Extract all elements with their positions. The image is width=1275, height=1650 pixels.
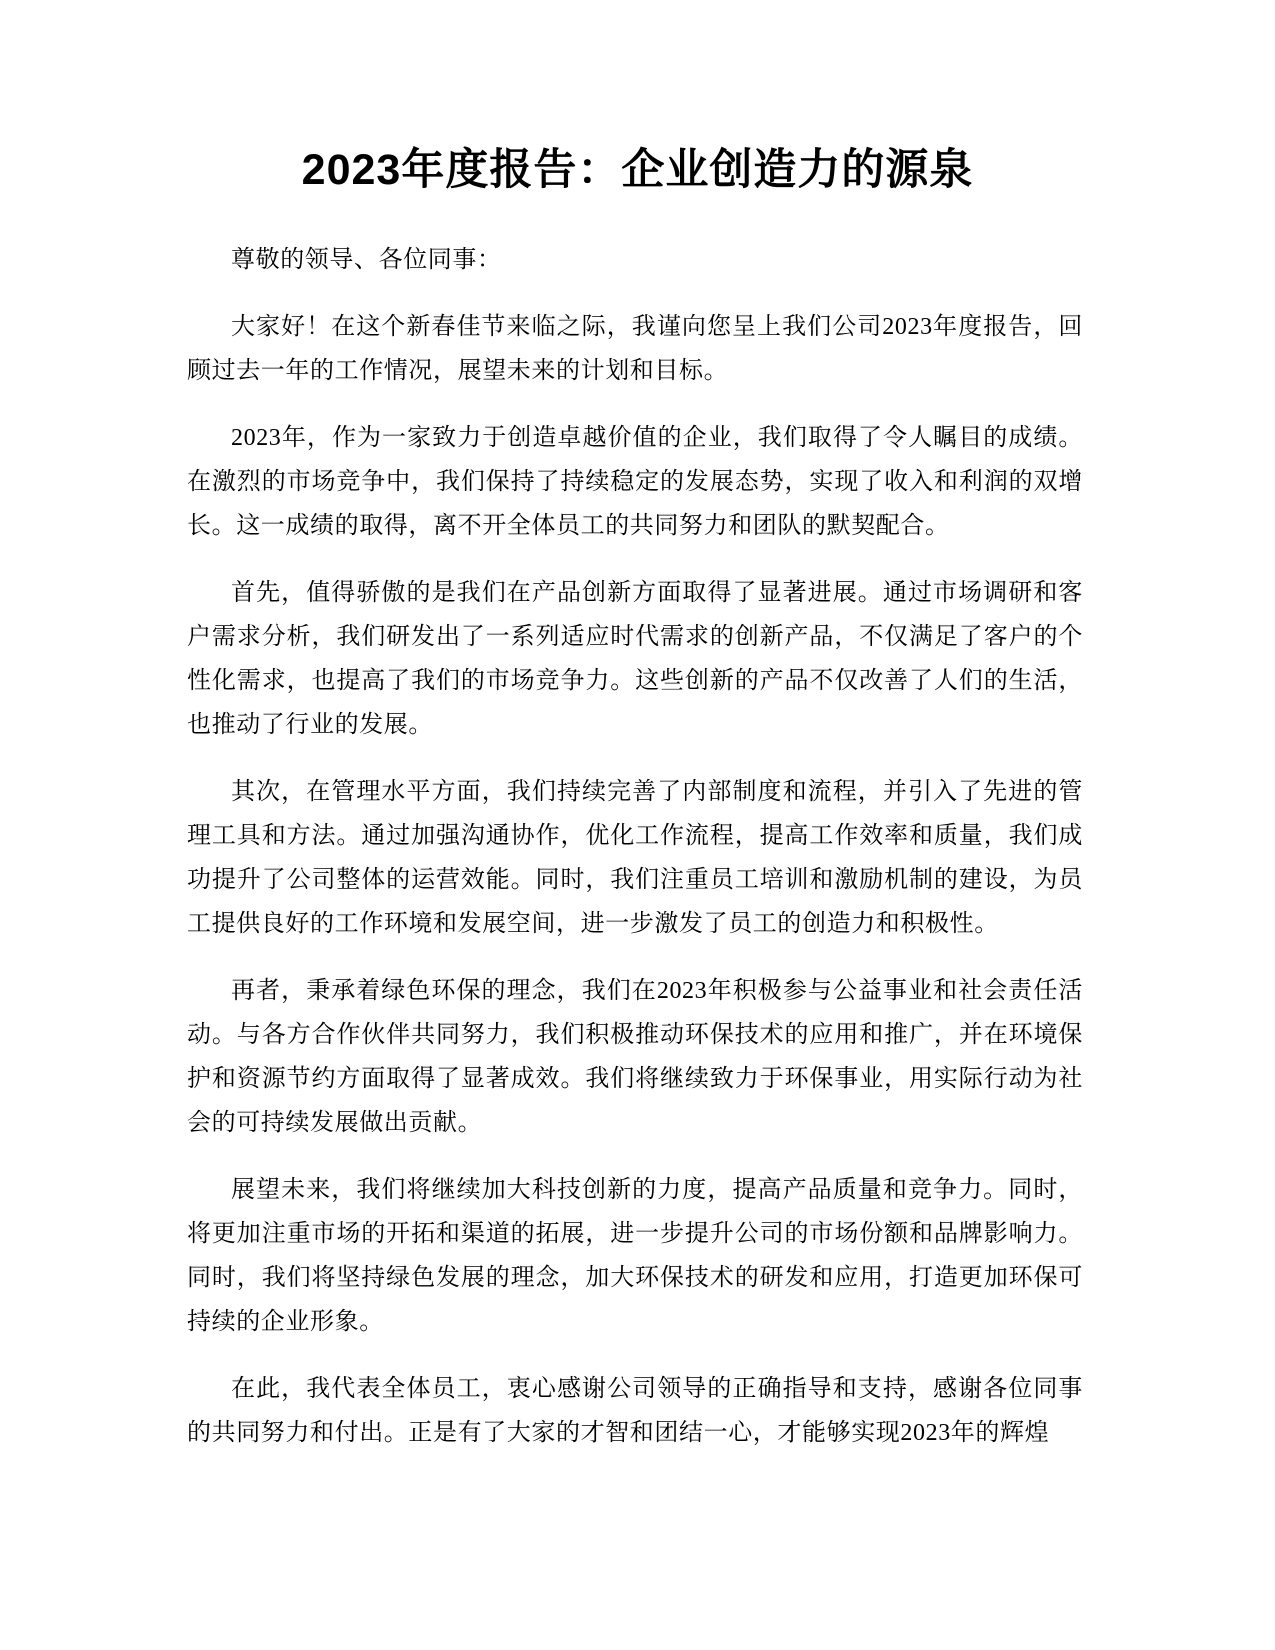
paragraph-thanks: 在此，我代表全体员工，衷心感谢公司领导的正确指导和支持，感谢各位同事的共同努力和付出。正是有了大家的才智和团结一心，才能够实现2023年的辉煌 (187, 1376, 1083, 1446)
paragraph-achievements: 2023年，作为一家致力于创造卓越价值的企业，我们取得了令人瞩目的成绩。在激烈的市场竞争中，我们保持了持续稳定的发展态势，实现了收入和利润的双增长。这一成绩的取得，离不开全体员工的共同努力和团队的默契配合。 (187, 425, 1083, 539)
paragraph-greeting: 尊敬的领导、各位同事： (231, 247, 502, 273)
document-title: 2023年度报告：企业创造力的源泉 (301, 146, 974, 194)
document-body (187, 238, 1083, 1478)
paragraph-outlook: 展望未来，我们将继续加大科技创新的力度，提高产品质量和竞争力。同时，将更加注重市场的开拓和渠道的拓展，进一步提升公司的市场份额和品牌影响力。同时，我们将坚持绿色发展的理念，加大环保技术的研发和应用，打造更加环保可持续的企业形象。 (187, 1177, 1083, 1335)
paragraph-opening: 大家好！在这个新春佳节来临之际，我谨向您呈上我们公司2023年度报告，回顾过去一年的工作情况，展望未来的计划和目标。 (187, 314, 1083, 384)
paragraph-product-innovation: 首先，值得骄傲的是我们在产品创新方面取得了显著进展。通过市场调研和客户需求分析，我们研发出了一系列适应时代需求的创新产品，不仅满足了客户的个性化需求，也提高了我们的市场竞争力。这些创新的产品不仅改善了人们的生活，也推动了行业的发展。 (187, 580, 1083, 738)
paragraph-management: 其次，在管理水平方面，我们持续完善了内部制度和流程，并引入了先进的管理工具和方法。通过加强沟通协作，优化工作流程，提高工作效率和质量，我们成功提升了公司整体的运营效能。同时，我们注重员工培训和激励机制的建设，为员工提供良好的工作环境和发展空间，进一步激发了员工的创造力和积极性。 (187, 779, 1083, 937)
paragraph-environment: 再者，秉承着绿色环保的理念，我们在2023年积极参与公益事业和社会责任活动。与各方合作伙伴共同努力，我们积极推动环保技术的应用和推广，并在环境保护和资源节约方面取得了显著成效。我们将继续致力于环保事业，用实际行动为社会的可持续发展做出贡献。 (187, 978, 1083, 1136)
